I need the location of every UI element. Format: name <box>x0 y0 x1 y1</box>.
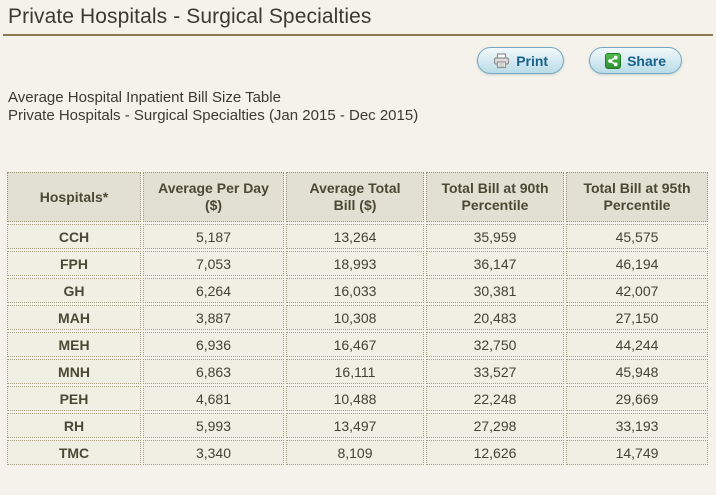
avg-per-day-value: 3,340 <box>143 440 284 465</box>
table-row <box>7 440 708 465</box>
toolbar <box>0 47 682 74</box>
hospital-code: PEH <box>7 386 141 411</box>
table-row <box>7 278 708 303</box>
share-button[interactable] <box>589 47 682 74</box>
hospital-code: MAH <box>7 305 141 330</box>
avg-per-day-value: 5,993 <box>143 413 284 438</box>
avg-total-bill-value: 16,111 <box>286 359 424 384</box>
column-header-text: Hospitals* <box>39 188 109 205</box>
avg-total-bill-value: 13,497 <box>286 413 424 438</box>
hospital-code: GH <box>7 278 141 303</box>
table-row <box>7 413 708 438</box>
p90-value: 20,483 <box>426 305 564 330</box>
table-row <box>7 386 708 411</box>
avg-total-bill-value: 18,993 <box>286 251 424 276</box>
hospital-code: MNH <box>7 359 141 384</box>
column-header-text: Total Bill at 90th <box>441 180 549 196</box>
avg-total-bill-value: 10,308 <box>286 305 424 330</box>
table-row <box>7 251 708 276</box>
table-description <box>8 89 716 125</box>
p95-value: 42,007 <box>566 278 708 303</box>
avg-total-bill-value: 13,264 <box>286 224 424 249</box>
table-row <box>7 359 708 384</box>
p95-value: 33,193 <box>566 413 708 438</box>
table-row <box>7 305 708 330</box>
page-title: Private Hospitals - Surgical Specialties <box>8 5 372 28</box>
p95-value: 45,948 <box>566 359 708 384</box>
table-row <box>7 224 708 249</box>
column-header-text: Percentile <box>603 197 671 213</box>
avg-per-day-value: 4,681 <box>143 386 284 411</box>
description-line-2: Private Hospitals - Surgical Specialties (Jan 2015 - Dec 2015) <box>8 107 419 124</box>
hospital-code: FPH <box>7 251 141 276</box>
p90-value: 33,527 <box>426 359 564 384</box>
p95-value: 27,150 <box>566 305 708 330</box>
table-row <box>7 332 708 357</box>
p90-value: 35,959 <box>426 224 564 249</box>
column-header-text: Average Per Day <box>158 180 269 196</box>
share-button-label: Share <box>627 52 666 69</box>
share-nodes-icon <box>605 53 621 69</box>
column-header-text: Total Bill at 95th <box>583 180 691 196</box>
column-header-p95 <box>566 172 708 222</box>
column-header-text: Percentile <box>461 197 529 213</box>
avg-total-bill-value: 8,109 <box>286 440 424 465</box>
avg-per-day-value: 7,053 <box>143 251 284 276</box>
p95-value: 46,194 <box>566 251 708 276</box>
column-header-text: Average Total <box>309 180 401 196</box>
p95-value: 44,244 <box>566 332 708 357</box>
column-header-avg-per-day <box>143 172 284 222</box>
column-header-avg-total-bill <box>286 172 424 222</box>
printer-icon <box>493 53 510 69</box>
avg-total-bill-value: 10,488 <box>286 386 424 411</box>
table-header-row <box>7 172 708 222</box>
avg-per-day-value: 6,264 <box>143 278 284 303</box>
column-header-text: ($) <box>204 197 223 213</box>
print-button-label: Print <box>516 52 549 69</box>
avg-per-day-value: 3,887 <box>143 305 284 330</box>
p90-value: 32,750 <box>426 332 564 357</box>
column-header-text: Bill ($) <box>333 197 377 213</box>
hospital-code: TMC <box>7 440 141 465</box>
p95-value: 29,669 <box>566 386 708 411</box>
avg-per-day-value: 6,863 <box>143 359 284 384</box>
avg-per-day-value: 5,187 <box>143 224 284 249</box>
p95-value: 45,575 <box>566 224 708 249</box>
p95-value: 14,749 <box>566 440 708 465</box>
avg-total-bill-value: 16,033 <box>286 278 424 303</box>
title-divider <box>3 34 713 36</box>
column-header-hospitals <box>7 172 141 222</box>
p90-value: 36,147 <box>426 251 564 276</box>
p90-value: 27,298 <box>426 413 564 438</box>
p90-value: 30,381 <box>426 278 564 303</box>
description-line-1: Average Hospital Inpatient Bill Size Table <box>8 89 281 106</box>
hospital-code: RH <box>7 413 141 438</box>
hospital-code: CCH <box>7 224 141 249</box>
avg-per-day-value: 6,936 <box>143 332 284 357</box>
column-header-p90 <box>426 172 564 222</box>
print-button[interactable] <box>477 47 564 74</box>
p90-value: 22,248 <box>426 386 564 411</box>
bill-size-table <box>5 170 710 467</box>
hospital-code: MEH <box>7 332 141 357</box>
p90-value: 12,626 <box>426 440 564 465</box>
avg-total-bill-value: 16,467 <box>286 332 424 357</box>
